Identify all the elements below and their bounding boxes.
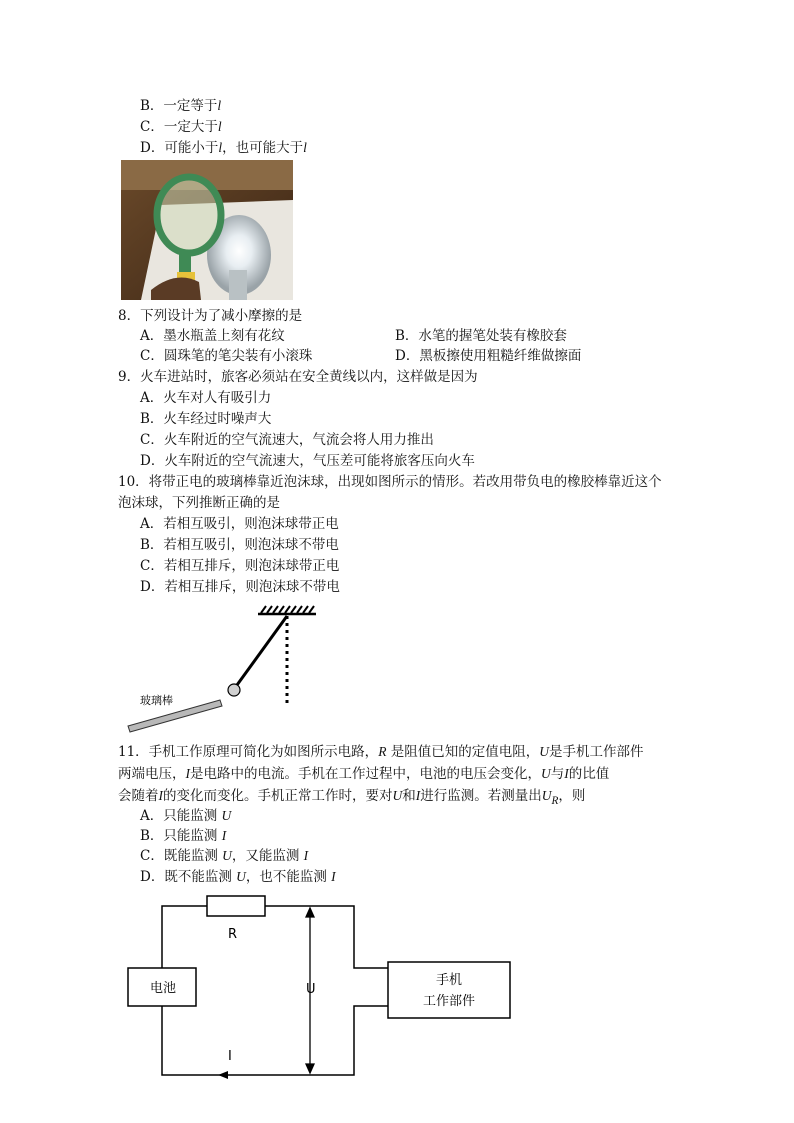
q10-figure: [120, 600, 330, 735]
q9-option-b: B．火车经过时噪声大: [140, 411, 272, 427]
circuit-wire: [265, 906, 388, 968]
q11-option-c: C．既能监测 U，又能监测 I: [140, 848, 309, 864]
q9-option-a: A．火车对人有吸引力: [140, 390, 272, 406]
q8-option-d: D．黑板擦使用粗糙纤维做擦面: [395, 348, 582, 364]
q9-option-d: D．火车附近的空气流速大，气压差可能将旅客压向火车: [140, 453, 475, 469]
q8-option-a: A．墨水瓶盖上刻有花纹: [140, 328, 285, 344]
q11-option-d: D．既不能监测 U，也不能监测 I: [140, 869, 336, 885]
q9-option-c: C．火车附近的空气流速大，气流会将人用力推出: [140, 432, 434, 448]
phone-label: 手机: [436, 973, 463, 988]
current-label: I: [228, 1049, 232, 1064]
foam-ball: [228, 684, 240, 696]
q10-stem-line2: 泡沫球，下列推断正确的是: [118, 495, 280, 511]
resistor-label: R: [228, 927, 238, 942]
circuit-wire: [162, 906, 207, 968]
q10-option-a: A．若相互吸引，则泡沫球带正电: [140, 516, 339, 532]
battery-label: 电池: [150, 981, 177, 996]
phone-component: [388, 962, 510, 1018]
q10-option-c: C．若相互排斥，则泡沫球带正电: [140, 558, 340, 574]
q11-circuit-diagram: [120, 888, 520, 1088]
ceiling-support: [258, 606, 316, 614]
q8-stem: 8．下列设计为了减小摩擦的是: [118, 308, 303, 324]
voltage-label: U: [306, 982, 316, 997]
q11-option-a: A．只能监测 U: [140, 808, 232, 824]
q11-option-b: B．只能监测 I: [140, 828, 227, 844]
circuit-wire: [162, 1006, 388, 1075]
q10-option-d: D．若相互排斥，则泡沫球不带电: [140, 579, 340, 595]
q7-option-b: B．一定等于l: [140, 98, 222, 114]
thread: [237, 616, 287, 685]
q11-stem-line2: 两端电压，I是电路中的电流。手机在工作过程中，电池的电压会变化，U与I的比值: [118, 766, 610, 782]
q10-option-b: B．若相互吸引，则泡沫球不带电: [140, 537, 339, 553]
q7-option-d: D．可能小于l，也可能大于l: [140, 140, 307, 156]
q7-option-c: C．一定大于l: [140, 119, 222, 135]
q11-stem-line3: 会随着I的变化而变化。手机正常工作时，要对U和I进行监测。若测量出$U_R$，则: [118, 788, 586, 807]
q8-option-c: C．圆珠笔的笔尖装有小滚珠: [140, 348, 313, 364]
phone-part-label: 工作部件: [423, 994, 476, 1009]
q10-stem-line1: 10．将带正电的玻璃棒靠近泡沫球，出现如图所示的情形。若改用带负电的橡胶棒靠近这个: [118, 474, 662, 490]
q8-option-b: B．水笔的握笔处装有橡胶套: [395, 328, 567, 344]
magnifier-photo: [121, 160, 293, 300]
q11-stem-line1: 11．手机工作原理可简化为如图所示电路，R 是阻值已知的定值电阻，U是手机工作部件: [118, 744, 644, 760]
resistor: [207, 896, 265, 916]
q9-stem: 9．火车进站时，旅客必须站在安全黄线以内，这样做是因为: [118, 369, 478, 385]
current-arrow: [218, 1071, 228, 1079]
glass-rod-label: 玻璃棒: [140, 694, 173, 707]
